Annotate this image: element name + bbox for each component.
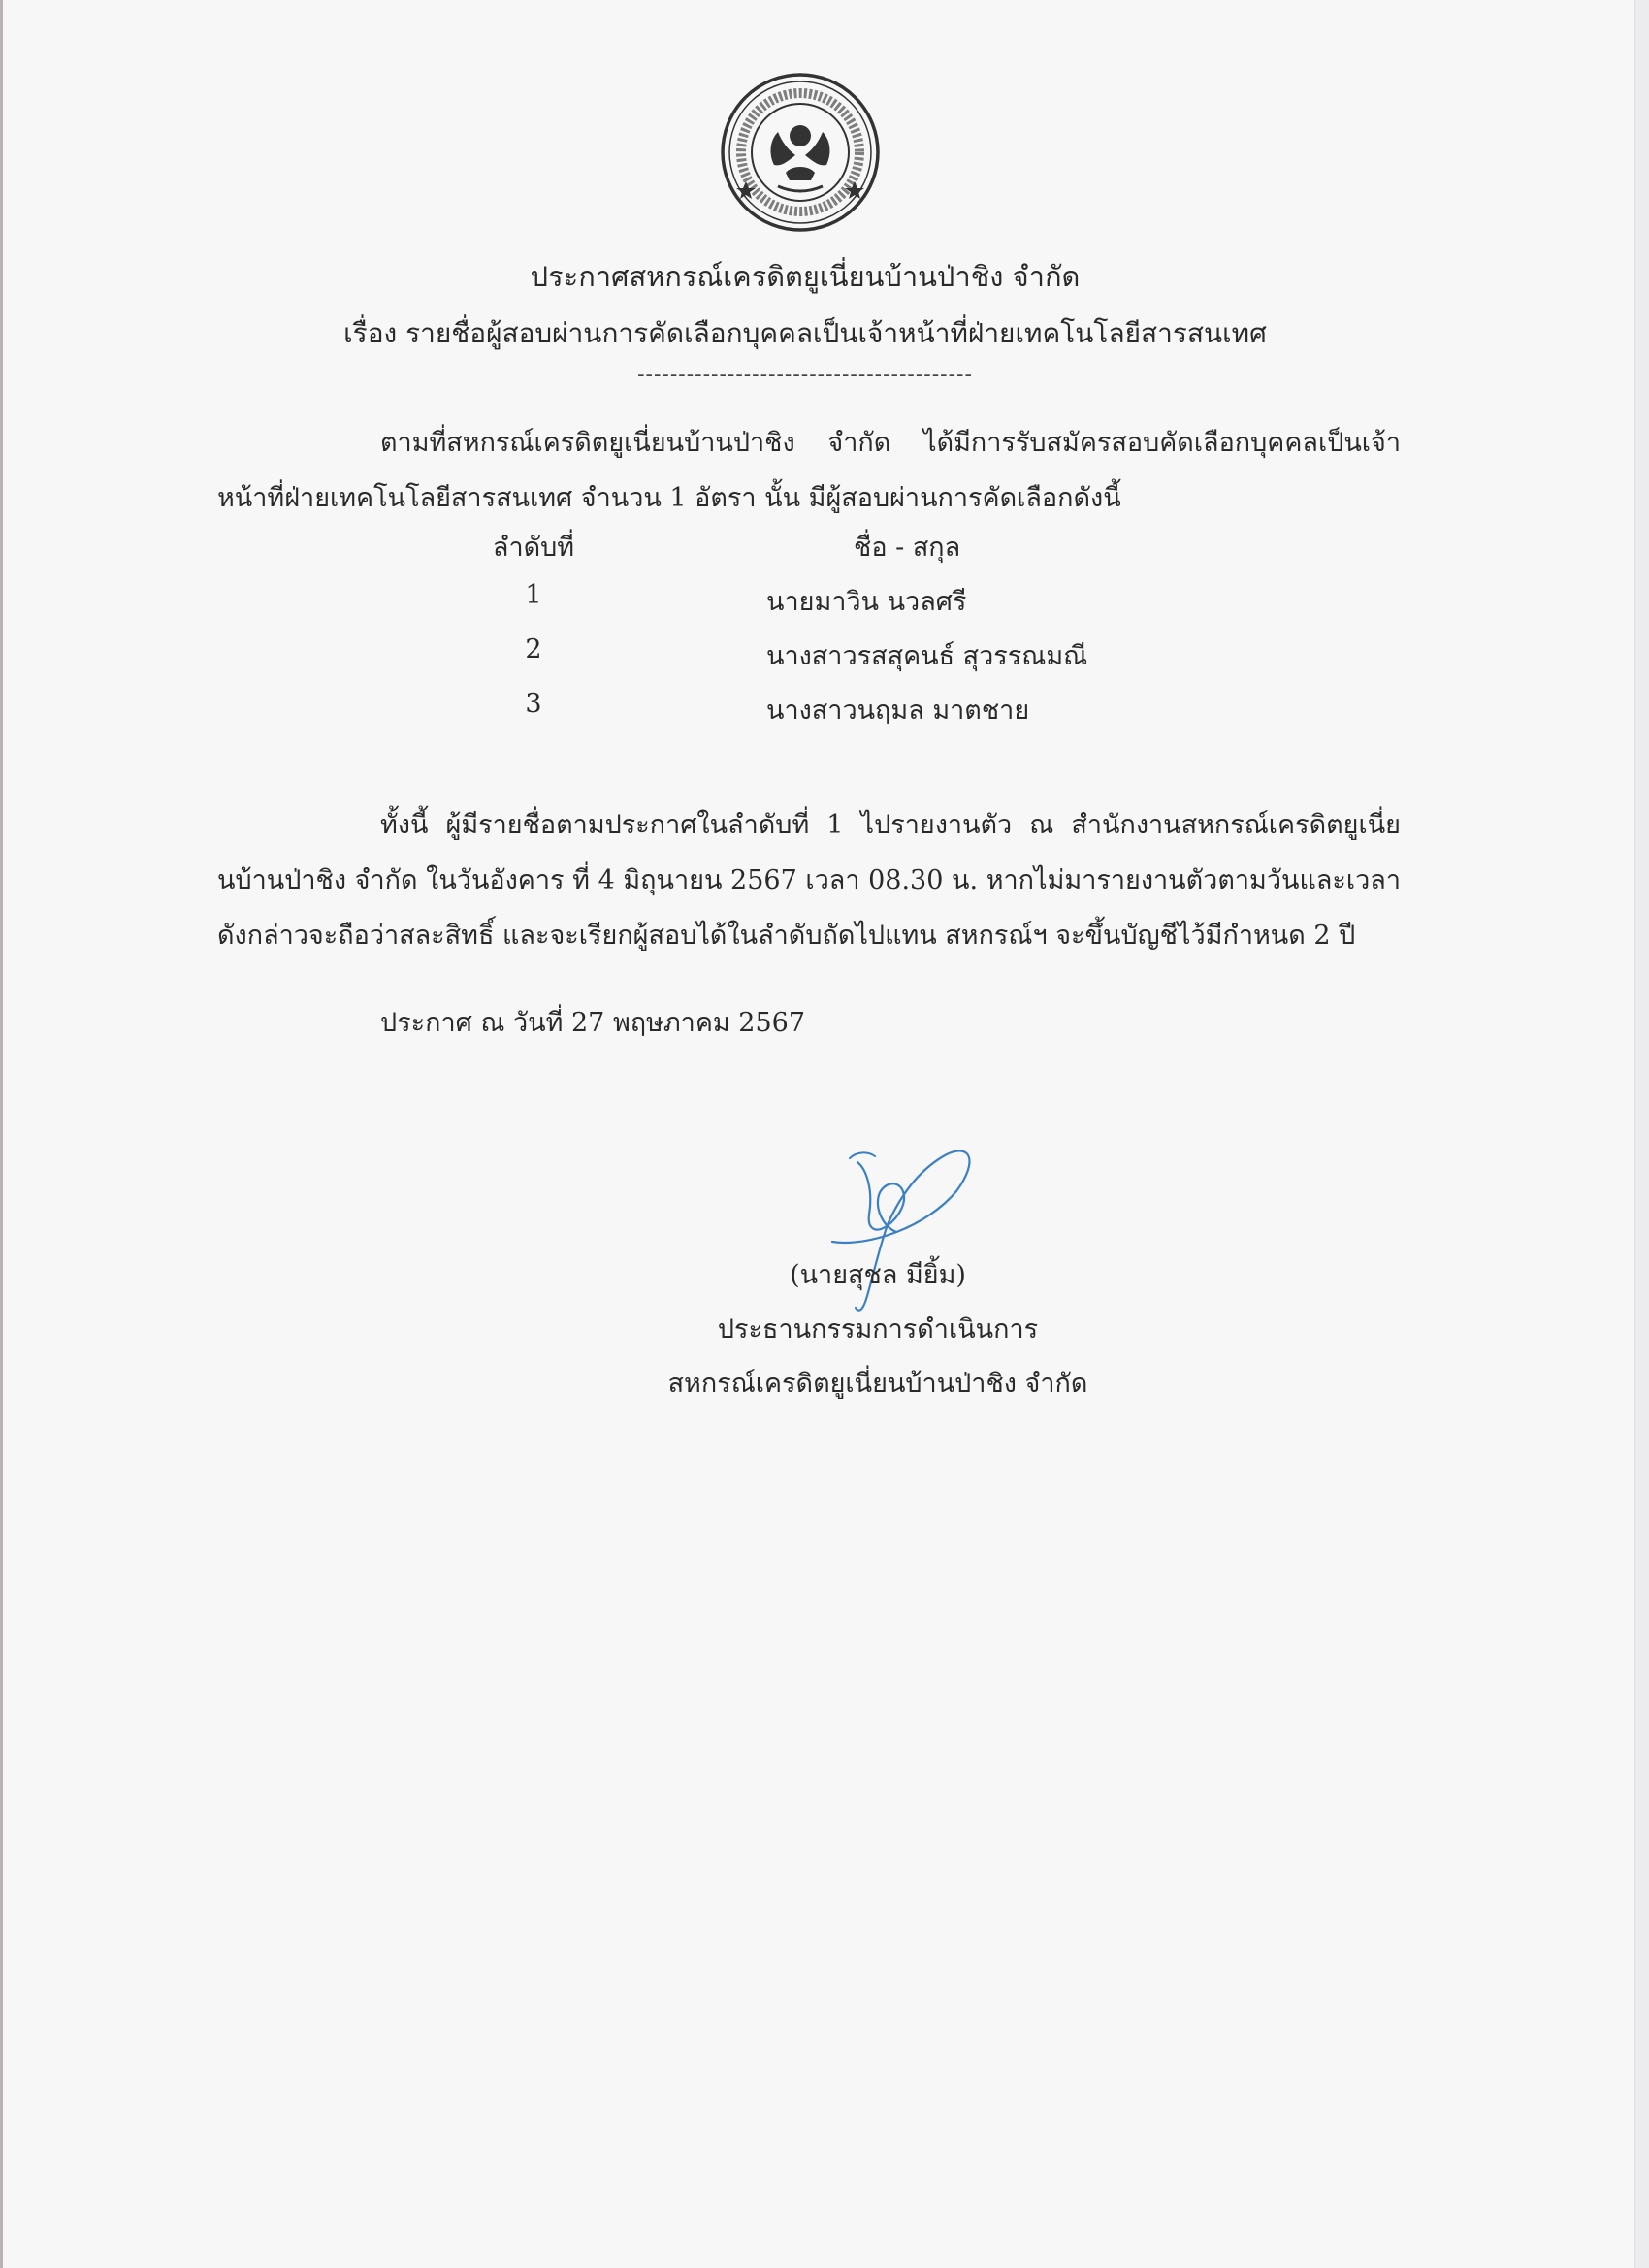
intro-text: ตามที่สหกรณ์เครดิตยูเนี่ยนบ้านป่าชิง จำกัด ได้มีการรับสมัครสอบคัดเลือกบุคคลเป็นเจ้าหน้าที่ฝ่ายเทคโนโลยีสารสนเทศ จำนวน 1 อัตรา นั้น มีผู้สอบผ่านการคัดเลือกดังนี้ bbox=[217, 428, 1401, 513]
signatory-position: ประธานกรรมการดำเนินการ bbox=[717, 1314, 1039, 1345]
intro-paragraph bbox=[217, 415, 1401, 526]
column-header-order: ลำดับที่ bbox=[492, 533, 575, 563]
signatory-organization: สหกรณ์เครดิตยูเนี่ยนบ้านป่าชิง จำกัด bbox=[667, 1369, 1088, 1399]
scan-edge-right bbox=[1634, 0, 1649, 2268]
row-order: 1 bbox=[525, 580, 542, 610]
row-order: 3 bbox=[525, 689, 542, 719]
signatory-name: (นายสุชล มียิ้ม) bbox=[790, 1260, 966, 1290]
cooperative-seal-icon bbox=[720, 72, 881, 233]
announcement-date: ประกาศ ณ วันที่ 27 พฤษภาคม 2567 bbox=[380, 1008, 805, 1038]
separator-line: ----------------------------------------- bbox=[637, 363, 973, 387]
row-name: นายมาวิน นวลศรี bbox=[766, 587, 967, 617]
row-name: นางสาวรสสุคนธ์ สุวรรณมณี bbox=[766, 641, 1088, 671]
announcement-title: ประกาศสหกรณ์เครดิตยูเนี่ยนบ้านป่าชิง จำกัด bbox=[530, 260, 1081, 293]
announcement-subject: เรื่อง รายชื่อผู้สอบผ่านการคัดเลือกบุคคลเป็นเจ้าหน้าที่ฝ่ายเทคโนโลยีสารสนเทศ bbox=[343, 317, 1267, 349]
row-order: 2 bbox=[525, 634, 542, 664]
row-name: นางสาวนฤมล มาตชาย bbox=[766, 696, 1030, 726]
notice-paragraph bbox=[217, 797, 1401, 963]
column-header-name: ชื่อ - สกุล bbox=[854, 533, 961, 563]
notice-text: ทั้งนี้ ผู้มีรายชื่อตามประกาศในลำดับที่ 1 ไปรายงานตัว ณ สำนักงานสหกรณ์เครดิตยูเนี่ยนบ้านป่าชิง จำกัด ในวันอังคาร ที่ 4 มิถุนายน 2567 เวลา 08.30 น. หากไม่มารายงานตัวตามวันและเวลาดังกล่าวจะถือว่าสละสิทธิ์ และจะเรียกผู้สอบได้ในลำดับถัดไปแทน สหกรณ์ฯ จะขึ้นบัญชีไว้มีกำหนด 2 ปี bbox=[217, 810, 1401, 951]
